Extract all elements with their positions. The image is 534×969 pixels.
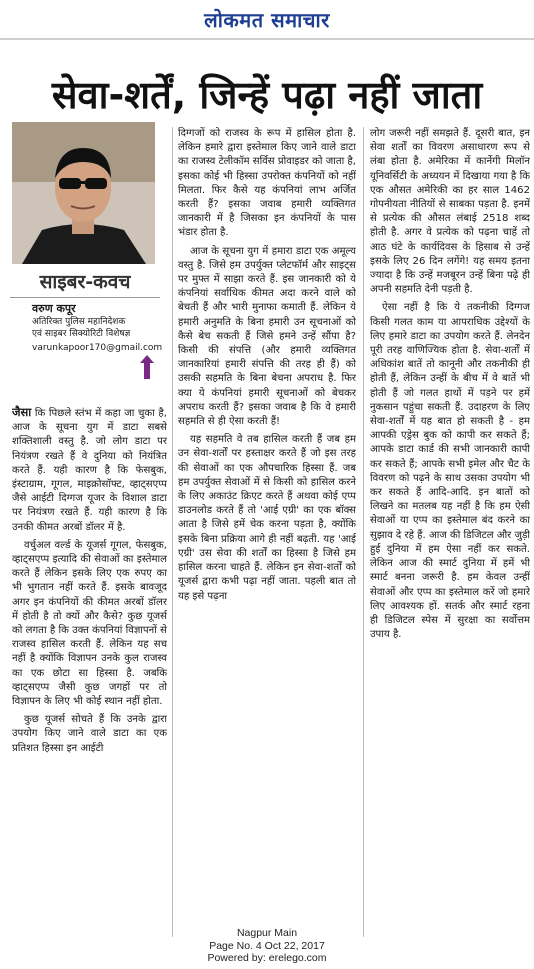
column-label-divider [10,297,160,298]
article-paragraph: लोग जरूरी नहीं समझते हैं. दूसरी बात, इन सेवा शर्तों का विवरण असाधारण रूप से लंबा होता है. अमेरिका में कार्नेगी मिलॉन यूनिवर्सिटी के अध्ययन में दिखाया गया है कि एक औसत अमेरिकी का हर साल 1462 गोपनीयता नीतियों से साबका पड़ता है. इनमें से प्रत्येक की औसत लंबाई 2518 शब्द होती है. अगर वे प्रत्येक को पढ़ना चाहें तो आठ घंटे के कार्यदिवस के हिसाब से उन्हें इसके लिए 26 दिन लगेंगे! यह समय इतना ज्यादा है कि उन्हें मजबूरन उन्हें बिना पढ़े ही अपनी सहमति देनी पड़ती है. [370,128,530,296]
article-paragraph: कुछ यूजर्स सोचते हैं कि उनके द्वारा उपयोग किए जाने वाले डाटा का एक प्रतिशत हिस्सा इन आईटी [12,714,167,754]
author-designation-line-1: अतिरिक्त पुलिस महानिदेशक [32,317,126,327]
arrow-icon [140,355,154,379]
article-paragraph [12,405,167,535]
masthead [0,0,534,46]
article-column-1 [12,405,167,945]
author-designation-line-2: एवं साइबर सिक्योरिटी विशेषज्ञ [32,329,131,339]
masthead-divider [0,38,534,40]
column-divider [172,127,173,937]
lead-word: जैसा [12,405,32,419]
edition-name: Nagpur Main [236,927,298,939]
paragraph-text: कि पिछले स्तंभ में कहा जा चुका है, आज के सूचना युग में डाटा सबसे शक्तिशाली वस्तु है. जो लोग डाटा पर नियंत्रण रखते हैं वे दुनिया को नियंत्रित करते हैं. यही कारण है कि फेसबुक, इंस्टाग्राम, गूगल, माइक्रोसॉफ्ट, व्हाट्सएप्प जैसे आईटी दिग्गज यूजर के विशाल डाटा पर नियंत्रण रखते हैं. यही कारण है कि उनकी कीमत अरबों डॉलर में है. [12,408,167,533]
article-column-2 [178,127,356,947]
article-paragraph: वर्चुअल वर्ल्ड के यूजर्स गूगल, फेसबुक, व्हाट्सएप्प इत्यादि की सेवाओं का इस्तेमाल करते हैं लेकिन इसके लिए एक रुपए का भी भुगतान नहीं करते हैं. इसके बावजूद अगर इन कंपनियों की कीमत अरबों डॉलर में होती है तो क्यों और कैसे? कुछ यूजर्स को लगता है कि उक्त कंपनियां विज्ञापनों से राजस्व हासिल करती हैं. लेकिन यह सच नहीं है क्योंकि विज्ञापन उनके कुल राजस्व का एक छोटा सा हिस्सा है. जबकि व्हाट्सएप्प जैसी कुछ जगहों पर तो विज्ञापन के लिए भी कोई स्थान नहीं होता. [12,539,167,708]
article-paragraph: दिग्गजों को राजस्व के रूप में हासिल होता है. लेकिन हमारे द्वारा इस्तेमाल किए जाने वाले डाटा का राजस्व टेलीकॉम सर्विस प्रोवाइडर को जाता है, इसका कोई भी हिस्सा उपरोक्त कंपनियों को नहीं मिलता. फिर कैसे यह कंपनियां लाभ अर्जित करती हैं? इसका जवाब हमारी व्यक्तिगत जानकारी में है जिसका इन कंपनियों के पास भंडार होता है. [178,128,356,239]
column-name: साइबर-कवच [39,271,131,293]
page-info: Page No. 4 Oct 22, 2017 [209,939,325,952]
powered-by: Powered by: erelego.com [207,952,327,964]
column-divider [363,127,364,937]
article-column-3 [370,127,530,947]
article-paragraph: यह सहमति वे तब हासिल करती हैं जब हम उन सेवा-शर्तों पर हस्ताक्षर करते हैं जो इस तरह की सेवाओं का एक औपचारिक हिस्सा हैं. जब हम उपर्युक्त सेवाओं में से किसी को हासिल करने के लिए अकाउंट क्रिएट करते हैं अथवा कोई एप्प डाउनलोड करते हैं तो 'आई एग्री' का एक बॉक्स आता है जिसे हमें चेक करना पड़ता है, क्योंकि इसके बिना प्रक्रिया आगे ही नहीं बढ़ती. यह 'आई एग्री' उस सेवा की शर्तों का हिस्सा है जिसे हम हासिल करना चाहते हैं. लेकिन इन सेवा-शर्तों को यूजर्स द्वारा कभी पढ़ा नहीं जाता. पहली बात तो यह इसे पढ़ना [178,434,356,602]
author-portrait-icon [12,122,155,264]
article-headline: सेवा-शर्तें, जिन्हें पढ़ा नहीं जाता [51,73,483,117]
author-name: वरुण कपूर [32,302,76,315]
article-paragraph: ऐसा नहीं है कि ये तकनीकी दिग्गज किसी गलत काम या आपराधिक उद्देश्यों के लिए हमारे डाटा का उपयोग करते हैं. लेनदेन पूरी तरह वाणिज्यिक होता है. सेवा-शर्तों में अधिकांश बातें तो कानूनी और तकनीकी ही होती हैं, लेकिन उन्हीं के बीच में वे बातें भी होती हैं जो गलत हाथों में पड़ने पर हमें नुकसान पहुंचा सकती हैं. उदाहरण के लिए सेवा-शर्तों में यह बात हो सकती है - हम आपकी एड्रेस बुक को कापी कर सकते हैं; आपके डाटा कार्ड की सभी जानकारी कापी कर सकते हैं; आपके सभी इमेल और चैट के विवरण को पढ़ने के साथ उसका उपयोग भी कर सकते हैं आदि-आदि. इन बातों को लिखने का मतलब यह नहीं है कि हम ऐसी सेवाओं या एप्प का इस्तेमाल बंद करने का सुझाव दे रहे हैं. आज की डिजिटल और जुड़ी हुई दुनिया में हम ऐसा नहीं कर सकते. लेकिन आज की स्मार्ट दुनिया में हमें भी स्मार्ट बनना जरूरी है. हम केवल उन्हीं सेवाओं और एप्प का इस्तेमाल करें जो हमारे लिए आवश्यक हों. सतर्क और स्मार्ट रहना ही डिजिटल स्पेस में सुरक्षा का सर्वोत्तम उपाय है. [370,302,530,641]
author-designation [32,316,130,340]
page-footer [0,927,534,965]
article-paragraph: आज के सूचना युग में हमारा डाटा एक अमूल्य वस्तु है. जिसे हम उपर्युक्त प्लेटफॉर्म और साइट्स पर मुफ्त में साझा करते हैं. इस जानकारी को ये कंपनियां सर्वाधिक कीमत अदा करने वाले को बेचती हैं और भारी मुनाफा कमाती हैं. लेकिन ये हमारी अनुमति के बिना हमारी उन सूचनाओं को कैसे बेच सकती हैं जिसे हमने उन्हें सौंपा है? किसी की संपत्ति (और हमारी व्यक्तिगत जानकारियां हमारी संपत्ति की तरह ही हैं) को उसकी सहमति के बिना बेचना अपराध है. फिर क्या ये कंपनियां हमारी सूचनाओं को बेचकर अपराध करती हैं? इसका जवाब है कि वे हमारी सहमति से ही ऐसा करती हैं! [178,245,356,428]
newspaper-logo: लोकमत समाचार [204,8,330,32]
author-email: varunkapoor170@gmail.com [32,343,163,353]
author-photo [12,122,155,264]
